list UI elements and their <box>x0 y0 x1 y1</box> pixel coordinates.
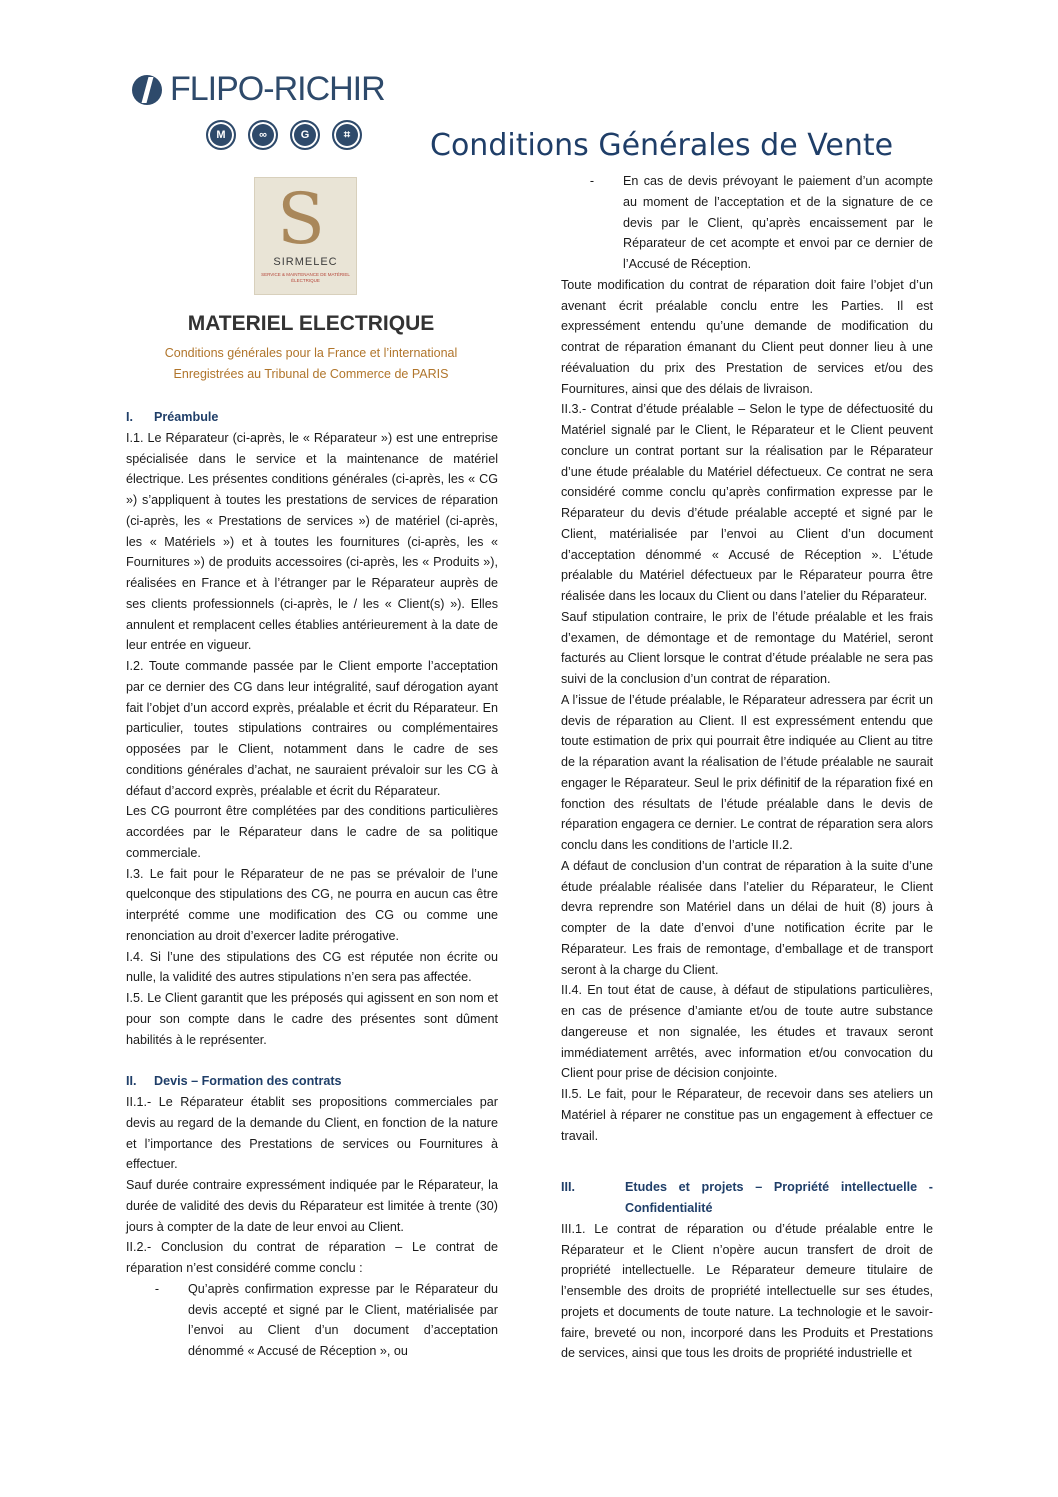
list-item-text: Qu’après confirmation expresse par le Réparateur du devis accepté et signé par le Client, matérialisée par l’envoi au Client d’un document d’acceptation dénommé « Accusé de Réception », ou <box>188 1281 498 1358</box>
paragraph: III.1. Le contrat de réparation ou d’étude préalable entre le Réparateur et le Client n’opère aucun transfert de droit de propriété intellectuelle. Le Réparateur demeure titulaire de l’ensemble des droits de propriété intellectuelle sur ses études, projets et documents de toute nature. La technologie et le savoir-faire, breveté ou non, incorporé dans les Produits et Prestations de services, ainsi que tous les droits de propriété industrielle et <box>561 1221 933 1361</box>
section-heading-1 <box>126 407 498 428</box>
paragraph: A l’issue de l’étude préalable, le Réparateur adressera par écrit un devis de réparation au Client. Il est expressément entendu que toute estimation de prix qui pourrait être indiquée au Client au titre de la réparation avant la réalisation de l’étude préalable ne saurait engager le Réparateur. Seul le prix définitif de la réparation fixé en fonction des résultats de l’étude préalable dans le devis de réparation engagera ce dernier. Le contrat de réparation sera alors conclu dans les conditions de l’article II.2. <box>561 692 933 852</box>
paragraph: I.3. Le fait pour le Réparateur de ne pas se prévaloir de l’une quelconque des stipulations des CG, ne pourra en aucun cas être interprété comme une modification des CG ou comme une renonciation au droit d’exercer ladite prérogative. <box>126 866 498 943</box>
list-item <box>126 1279 498 1362</box>
paragraph: Sauf durée contraire expressément indiquée par le Réparateur, la durée de validité des devis du Réparateur est limitée à trente (30) jours à compter de la date de leur envoi au Client. <box>126 1178 498 1234</box>
badge-m-icon: M <box>206 120 236 150</box>
list-dash: - <box>589 174 595 188</box>
paragraph: II.4. En tout état de cause, à défaut de stipulations particulières, en cas de présence d’amiante et/ou de toute autre substance dangereuse et non signalée, les études et travaux seront immédiatement arrêtés, avec information et/ou convocation du Client pour prise de décision conjointe. <box>561 983 933 1081</box>
badge-network-icon: ⌗ <box>332 120 362 150</box>
paragraph: I.5. Le Client garantit que les préposés qui agissent en son nom et pour son compte dans le cadre des présentes sont dûment habilités à le représenter. <box>126 991 498 1047</box>
section-title: Préambule <box>154 410 219 424</box>
list-dash: - <box>154 1281 160 1296</box>
list-item <box>561 171 933 275</box>
logo-mark-icon <box>132 75 162 105</box>
list-item-text: En cas de devis prévoyant le paiement d’un acompte au moment de l’acceptation et de la signature de ce devis par le Client, qu’après encaissement par le Réparateur de cet acompte et envoi par ce dernier de l’Accusé de Réception. <box>623 174 933 271</box>
section-number: II. <box>126 1074 137 1089</box>
right-column <box>561 171 933 1364</box>
sirmelec-logo <box>254 177 357 295</box>
paragraph: II.3.- Contrat d’étude préalable – Selon le type de défectuosité du Matériel signalé par le Client, le Réparateur et le Client peuvent conclure un contrat portant sur la réalisation par le Réparateur d’une étude préalable du Matériel défectueux. Ce contrat ne sera considéré comme conclu qu’après confirmation expresse par le Réparateur du devis d’étude préalable accepté et signé par le Client, matérialisée par l’envoi au Client d’un document d’acceptation dénommé « Accusé de Réception ». L’étude préalable du Matériel défectueux par le Réparateur pourra être réalisée dans les locaux du Client ou dans l’atelier du Réparateur. <box>561 402 933 603</box>
badge-g-icon: G <box>290 120 320 150</box>
paragraph: II.5. Le fait, pour le Réparateur, de recevoir dans ses ateliers un Matériel à réparer ne constitue pas un engagement à effectuer ce travail. <box>561 1087 933 1143</box>
paragraph: I.2. Toute commande passée par le Client emporte l’acceptation par ce dernier des CG dans leur intégralité, sauf dérogation ayant fait l’objet d’un accord exprès, préalable et écrit du Réparateur. En particulier, toutes stipulations contraires ou complémentaires opposées par le Client, notamment dans le cadre de ses conditions générales d’achat, ne sauraient prévaloir sur les CG à défaut d’accord exprès, préalable et écrit du Réparateur. <box>126 659 498 798</box>
page-title: Conditions Générales de Vente <box>430 128 894 163</box>
section-number: I. <box>126 410 133 424</box>
section-title: Etudes et projets – Propriété intellectuelle - Confidentialité <box>625 1180 933 1215</box>
document-heading: MATERIEL ELECTRIQUE <box>187 312 435 335</box>
paragraph: I.4. Si l’une des stipulations des CG est réputée non écrite ou nulle, la validité des autres stipulations n’en sera pas affectée. <box>126 949 498 985</box>
paragraph: I.1. Le Réparateur (ci-après, le « Réparateur ») est une entreprise spécialisée dans le service et la maintenance de matériel électrique. Les présentes conditions générales (ci-après, les « CG ») s’appliquent à toutes les prestations de services de réparation (ci-après, les « Prestations de services ») de matériel (ci-après, les « Matériels ») et à toutes les fournitures (ci-après, les « Fournitures ») de produits accessoires (ci-après, les « Produits »), réalisées en France et à l’étranger par le Réparateur auprès de ses clients professionnels (ci-après, le / les « Client(s) »). Elles annulent et remplacent celles établies antérieurement à la date de leur entrée en vigueur. <box>126 430 498 653</box>
subtitle-line-2: Enregistrées au Tribunal de Commerce de PARIS <box>173 367 449 381</box>
paragraph: A défaut de conclusion d’un contrat de réparation à la suite d’une étude préalable réalisée dans l’atelier du Réparateur, le Client devra reprendre son Matériel dans un délai de huit (8) jours à compter de la date d’envoi d’une notification écrite par le Réparateur. Les frais de remontage, d’emballage et de transport seront à la charge du Client. <box>561 858 933 977</box>
paragraph: II.1.- Le Réparateur établit ses propositions commerciales par devis au regard de la demande du Client, en fonction de la nature et l’importance des Prestations de services ou Fournitures à effectuer. <box>126 1095 498 1172</box>
sirmelec-tagline: SERVICE & MAINTENANCE DE MATÉRIEL ÉLECTRIQUE <box>261 272 350 283</box>
sirmelec-name: SIRMELEC <box>273 256 338 268</box>
paragraph: Toute modification du contrat de réparation doit faire l’objet d’un avenant écrit préalable conclu entre les Parties. Il est expressément entendu qu’une demande de modification du contrat de réparation émanant du Client peut donner lieu à une réévaluation du prix des Prestation de services et/ou des Fournitures, ainsi que des délais de livraison. <box>561 277 933 396</box>
company-name: FLIPO-RICHIR <box>170 70 385 108</box>
sirmelec-s-icon: S <box>277 178 325 260</box>
section-title: Devis – Formation des contrats <box>154 1074 342 1089</box>
left-column <box>126 407 498 1362</box>
subtitle-line-1: Conditions générales pour la France et l’international <box>164 346 458 360</box>
division-badges <box>206 120 362 150</box>
company-logo <box>132 70 385 109</box>
badge-link-icon: ∞ <box>248 120 278 150</box>
paragraph: Les CG pourront être complétées par des conditions particulières accordées par le Réparateur dans le cadre de sa politique commerciale. <box>126 804 498 860</box>
paragraph: II.2.- Conclusion du contrat de réparation – Le contrat de réparation n’est considéré comme conclu : <box>126 1240 498 1275</box>
paragraph: Sauf stipulation contraire, le prix de l’étude préalable et les frais d’examen, de démontage et de remontage du Matériel, seront facturés au Client lorsque le contrat d’étude préalable ne sera pas suivi de la conclusion d’un contrat de réparation. <box>561 609 933 686</box>
section-heading-2 <box>126 1071 498 1092</box>
section-number: III. <box>561 1180 575 1195</box>
section-heading-3 <box>561 1177 933 1219</box>
